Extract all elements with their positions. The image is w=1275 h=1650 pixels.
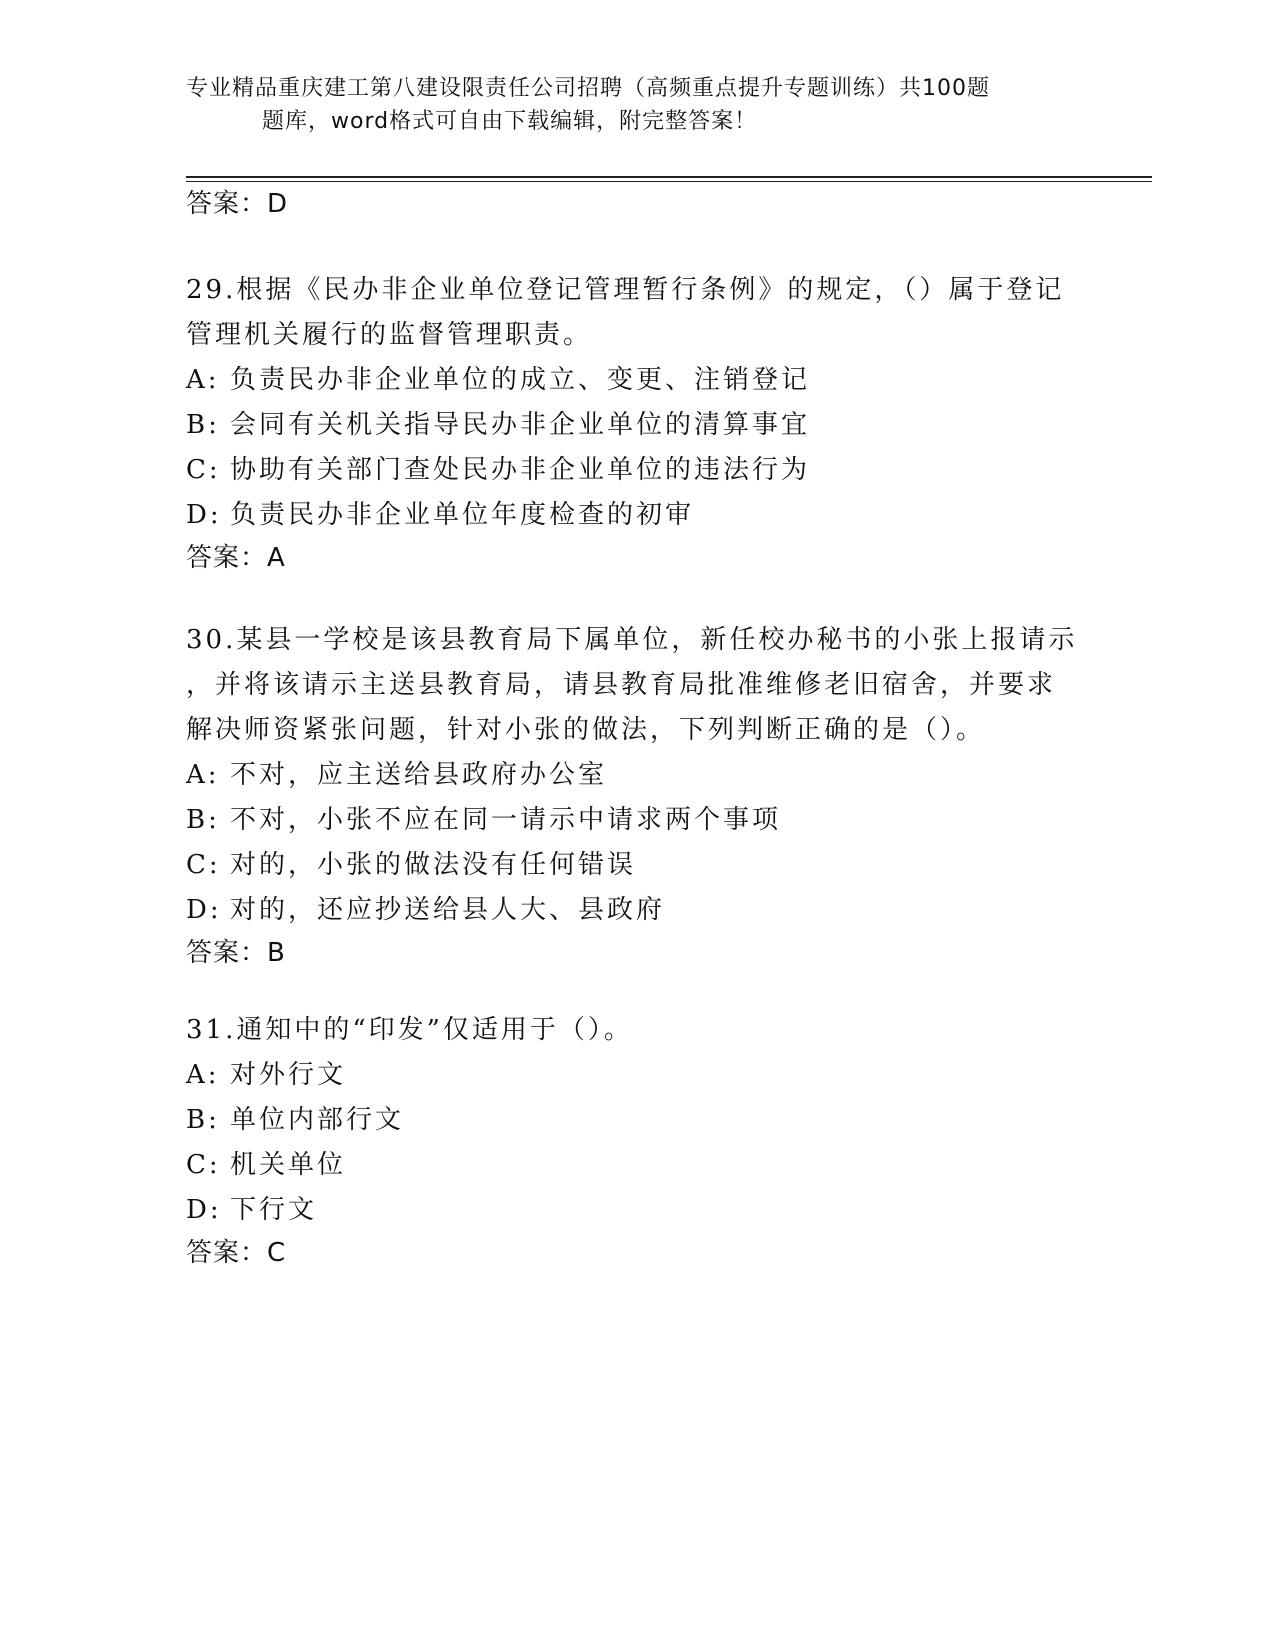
question-30-line-2: ，并将该请示主送县教育局，请县教育局批准维修老旧宿舍，并要求 [186,670,1057,700]
question-31-option-a [186,1053,1086,1098]
option-key: B: [186,1105,220,1135]
question-30-line-1: 30.某县一学校是该县教育局下属单位，新任校办秘书的小张上报请示 [186,625,1078,655]
question-30 [186,618,1086,973]
option-text: 不对，应主送给县政府办公室 [230,760,608,790]
option-key: C: [186,850,221,880]
page-header [186,72,1066,138]
option-text: 不对，小张不应在同一请示中请求两个事项 [230,805,782,835]
option-text: 负责民办非企业单位的成立、变更、注销登记 [230,365,811,395]
question-29-line-1: 29.根据《民办非企业单位登记管理暂行条例》的规定，（）属于登记 [186,275,1065,305]
question-30-option-d [186,888,1086,933]
question-30-line-3: 解决师资紧张问题，针对小张的做法，下列判断正确的是（）。 [186,715,986,745]
header-line-1: 专业精品重庆建工第八建设限责任公司招聘（高频重点提升专题训练）共100题 [186,76,990,101]
option-text: 对的，小张的做法没有任何错误 [230,850,637,880]
option-key: D: [186,1195,222,1225]
header-rule-thin [186,181,1152,182]
option-key: A: [186,1060,220,1090]
question-29-line-2: 管理机关履行的监督管理职责。 [186,320,593,350]
option-text: 负责民办非企业单位年度检查的初审 [230,500,695,530]
question-30-option-c [186,843,1086,888]
question-30-answer: 答案：B [186,938,286,968]
option-key: C: [186,455,221,485]
option-text: 对外行文 [230,1060,347,1090]
answer-prev: 答案：D [186,189,289,219]
question-31 [186,1008,1086,1273]
question-30-option-b [186,798,1086,843]
question-29-option-c [186,448,1086,493]
header-line-2: 题库，word格式可自由下载编辑，附完整答案！ [262,109,758,134]
question-31-option-d [186,1188,1086,1233]
question-29-option-b [186,403,1086,448]
option-text: 机关单位 [230,1150,347,1180]
option-key: D: [186,500,222,530]
option-text: 对的，还应抄送给县人大、县政府 [230,895,666,925]
question-31-option-c [186,1143,1086,1188]
option-text: 会同有关机关指导民办非企业单位的清算事宜 [230,410,811,440]
option-key: A: [186,365,220,395]
option-key: D: [186,895,222,925]
option-text: 下行文 [230,1195,318,1225]
option-text: 协助有关部门查处民办非企业单位的违法行为 [230,455,811,485]
question-31-option-b [186,1098,1086,1143]
question-31-line-1: 31.通知中的“印发”仅适用于（）。 [186,1015,633,1045]
question-29-option-a [186,358,1086,403]
option-key: A: [186,760,220,790]
option-key: B: [186,805,220,835]
question-30-option-a [186,753,1086,798]
option-text: 单位内部行文 [230,1105,405,1135]
question-29-option-d [186,493,1086,538]
header-rule-thick [186,176,1152,178]
question-29-answer: 答案：A [186,543,286,573]
question-31-answer: 答案：C [186,1238,287,1268]
option-key: C: [186,1150,221,1180]
option-key: B: [186,410,220,440]
question-29 [186,268,1086,578]
